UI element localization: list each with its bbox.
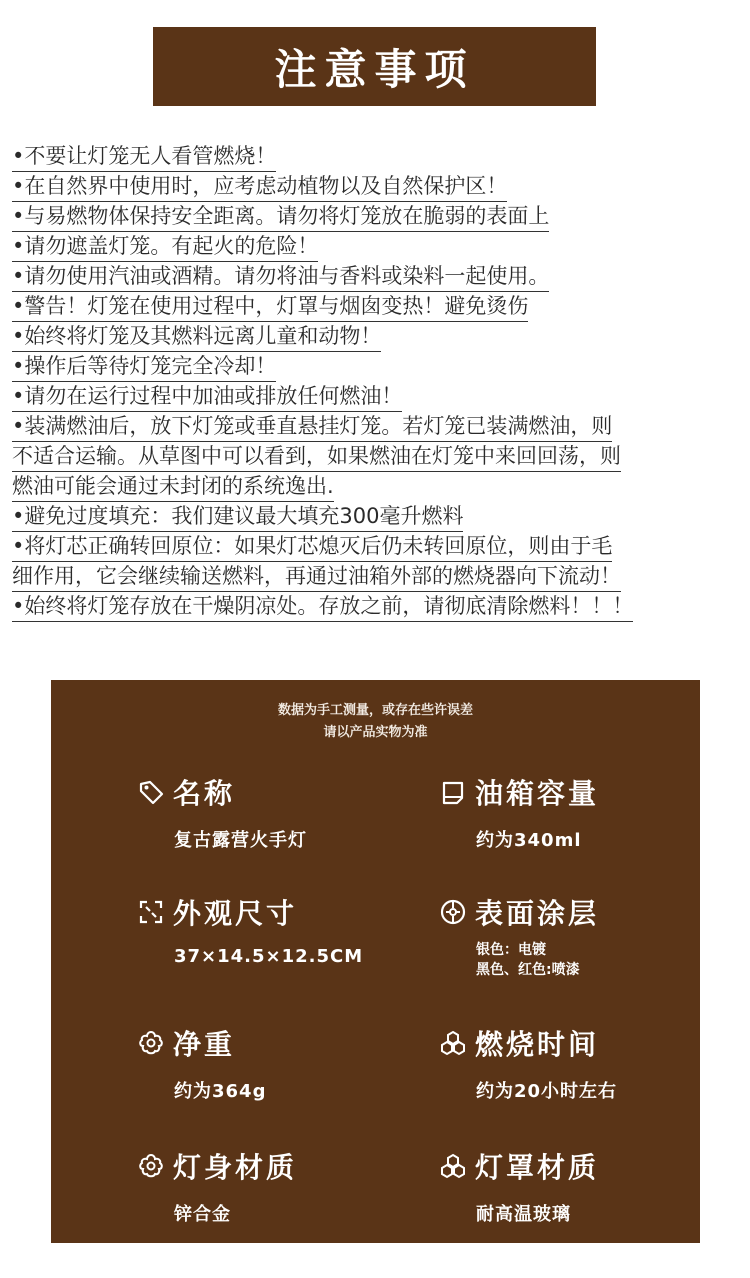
precaution-line: •避免过度填充：我们建议最大填充300毫升燃料: [12, 502, 463, 532]
spec-label: 灯身材质: [173, 1151, 298, 1184]
spec-burn-time: [439, 1023, 729, 1103]
precaution-item: [12, 502, 738, 532]
spec-shade-material: [439, 1146, 729, 1226]
spec-value: [476, 940, 729, 980]
precaution-line: •与易燃物体保持安全距离。请勿将灯笼放在脆弱的表面上: [12, 202, 549, 232]
spec-value: 约为364g: [174, 1081, 267, 1102]
spec-dimensions: [137, 892, 427, 967]
spec-value: 复古露营火手灯: [174, 830, 307, 851]
precaution-line: •请勿使用汽油或酒精。请勿将油与香料或染料一起使用。: [12, 262, 549, 292]
precaution-item: [12, 142, 738, 172]
spec-value: 约为340ml: [476, 830, 582, 851]
tag-icon: [137, 778, 165, 806]
spec-label: 表面涂层: [475, 897, 600, 930]
precaution-item: [12, 412, 738, 502]
precaution-item: [12, 532, 738, 592]
precaution-line: •装满燃油后，放下灯笼或垂直悬挂灯笼。若灯笼已装满燃油，则: [12, 412, 612, 442]
precaution-line: •请勿遮盖灯笼。有起火的危险！: [12, 232, 318, 262]
disclaimer-line-1: 数据为手工测量，或存在些许误差: [277, 703, 473, 718]
precaution-line: •将灯芯正确转回原位：如果灯芯熄灭后仍未转回原位，则由于毛: [12, 532, 612, 562]
spec-label: 外观尺寸: [173, 897, 298, 930]
dimensions-icon: [137, 898, 165, 926]
disclaimer: [51, 700, 700, 744]
spec-net-weight: [137, 1023, 427, 1103]
precaution-item: [12, 172, 738, 202]
page-title-text: 注意事项: [274, 44, 475, 94]
spec-name: [137, 772, 427, 852]
precautions-list: [12, 142, 738, 622]
spec-label: 油箱容量: [475, 777, 600, 810]
weight-icon: [137, 1029, 165, 1057]
spec-value: 37×14.5×12.5CM: [174, 946, 364, 967]
spec-value: 耐高温玻璃: [476, 1204, 571, 1225]
precaution-item: [12, 262, 738, 292]
precaution-line: 细作用，它会继续输送燃料，再通过油箱外部的燃烧器向下流动！: [12, 562, 621, 592]
coating-icon: [439, 898, 467, 926]
spec-coating: [439, 892, 729, 980]
precaution-line: 不适合运输。从草图中可以看到，如果燃油在灯笼中来回回荡，则: [12, 442, 621, 472]
precaution-line: •始终将灯笼存放在干燥阴凉处。存放之前，请彻底清除燃料！！！: [12, 592, 633, 622]
precaution-item: [12, 202, 738, 232]
spec-label: 燃烧时间: [475, 1028, 600, 1061]
disclaimer-line-2: 请以产品实物为准: [323, 725, 428, 740]
spec-value-line-1: 银色：电镀: [476, 942, 546, 958]
precaution-line: 燃油可能会通过未封闭的系统逸出.: [12, 472, 334, 502]
precaution-line: •始终将灯笼及其燃料远离儿童和动物！: [12, 322, 381, 352]
spec-tank-capacity: [439, 772, 729, 852]
burn-time-icon: [439, 1029, 467, 1057]
precaution-item: [12, 592, 738, 622]
spec-value: 锌合金: [174, 1204, 231, 1225]
spec-value: 约为20小时左右: [476, 1081, 618, 1102]
spec-value-line-2: 黑色、红色:喷漆: [476, 962, 580, 978]
precaution-line: •不要让灯笼无人看管燃烧！: [12, 142, 276, 172]
precaution-item: [12, 292, 738, 322]
page-title: [153, 27, 596, 106]
precaution-item: [12, 382, 738, 412]
precaution-item: [12, 322, 738, 352]
precaution-item: [12, 232, 738, 262]
spec-label: 净重: [173, 1028, 236, 1061]
body-material-icon: [137, 1152, 165, 1180]
precaution-line: •操作后等待灯笼完全冷却！: [12, 352, 276, 382]
spec-body-material: [137, 1146, 427, 1226]
glass-material-icon: [439, 1152, 467, 1180]
spec-label: 灯罩材质: [475, 1151, 600, 1184]
precaution-line: •在自然界中使用时，应考虑动植物以及自然保护区！: [12, 172, 507, 202]
fuel-tank-icon: [439, 778, 467, 806]
precaution-line: •请勿在运行过程中加油或排放任何燃油！: [12, 382, 402, 412]
precaution-item: [12, 352, 738, 382]
spec-label: 名称: [173, 777, 236, 810]
precaution-line: •警告！灯笼在使用过程中，灯罩与烟囱变热！避免烫伤: [12, 292, 528, 322]
spec-panel: [51, 680, 700, 1243]
